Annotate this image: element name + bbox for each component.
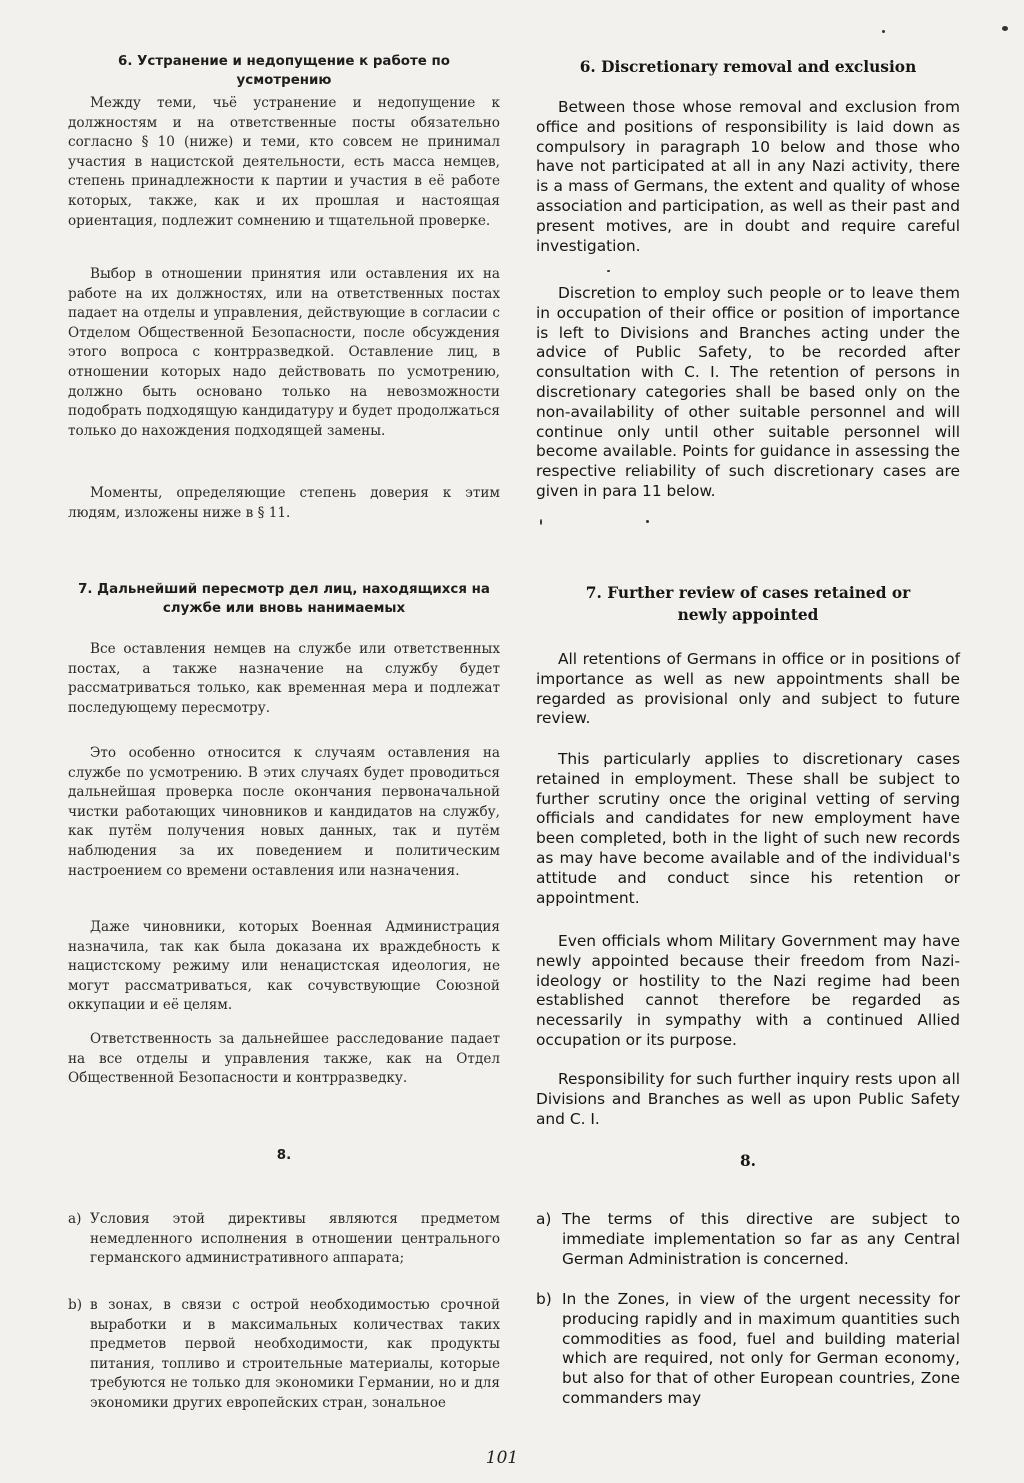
en-sec6-paragraph-1: Between those whose removal and exclusion from office and positions of responsibility is laid down as compulsory in paragraph 10 below and those who have not participated at all in any Nazi activity, there is a mass of Germans, the extent and quality of whose association and participation, as well as their past and present motives, are in doubt and require careful investigation.: [536, 98, 960, 255]
ru-sec7-paragraph-4: Ответственность за дальнейшее расследование падает на все отделы и управления также, как на Отдел Общественной Безопасности и контрразведку.: [68, 1031, 500, 1087]
ru-sec7-paragraph-2: Это особенно относится к случаям оставления на службе по усмотрению. В этих случаях будет проводиться дальнейшая проверка после окончания первоначальной чистки работающих чиновников и кандидатов на службу, как путём получения новых данных, так и путём наблюдения за их поведением и политическим настроением со времени оставления или назначения.: [68, 745, 500, 879]
ru-sec8-item-b: [68, 1296, 500, 1414]
ru-sec8-item-a: [68, 1210, 500, 1269]
ru-item-a-marker: a): [68, 1211, 82, 1227]
en-item-a-text: The terms of this directive are subject to immediate implementation so far as any Central German Administration is concerned.: [562, 1210, 960, 1268]
en-sec6-block-2: [536, 284, 960, 502]
en-sec7-block-1: [536, 650, 960, 729]
ru-section-7-heading: 7. Дальнейший пересмотр дел лиц, находящихся на службе или вновь нанимаемых: [78, 582, 490, 616]
ru-section-6-heading: 6. Устранение и недопущение к работе по усмотрению: [118, 54, 450, 88]
en-sec6-block-1: [536, 98, 960, 256]
en-sec7-block-2: [536, 750, 960, 908]
ru-sec7-paragraph-1: Все оставления немцев на службе или ответственных постах, а также назначение на службу будет рассматриваться только, как временная мера и подлежат последующему пересмотру.: [68, 641, 500, 716]
ink-speck: [607, 270, 610, 272]
en-item-b-marker: b): [536, 1290, 552, 1308]
ru-sec6-paragraph-3: Моменты, определяющие степень доверия к этим людям, изложены ниже в § 11.: [68, 485, 500, 521]
ru-item-b-marker: b): [68, 1297, 83, 1313]
ru-sec6-block-3: [68, 484, 500, 523]
en-section-6-heading: 6. Discretionary removal and exclusion: [579, 58, 917, 76]
ru-sec7-block-2: [68, 744, 500, 881]
ink-speck: [646, 520, 649, 523]
ru-item-b-text: в зонах, в связи с острой необходимостью срочной выработки и в максимальных количествах таких предметов первой необходимости, как продукты питания, топливо и строительные материалы, которые требуются не только для экономики Германии, но и для экономики других европейских стран, зональное: [90, 1297, 500, 1411]
ru-sec6-block-2: [68, 265, 500, 441]
ru-section-8-heading: 8.: [276, 1148, 292, 1163]
page-number: 101: [485, 1448, 519, 1468]
ru-sec6-paragraph-2: Выбор в отношении принятия или оставления их на работе на их должностях, или на ответственных постах падает на отделы и управления, действующие в согласии с Отделом Общественной Безопасности, после обсуждения этого вопроса с контрразведкой. Оставление лиц, в отношении которых надо действовать по усмотрению, должно быть основано только на невозможности подобрать подходящую кандидатуру и будет продолжаться только до нахождения подходящей замены.: [68, 266, 500, 439]
en-item-a-marker: a): [536, 1210, 552, 1228]
en-sec7-paragraph-2: This particularly applies to discretionary cases retained in employment. These shall be subject to further scrutiny once the original vetting of serving officials and candidates for new employment have been completed, both in the light of such new records as may have become available and of the individual's attitude and conduct since his retention or appointment.: [536, 750, 960, 907]
ru-item-a-text: Условия этой директивы являются предметом немедленного исполнения в отношении центрального германского административного аппарата;: [90, 1211, 500, 1267]
ink-speck: [1002, 26, 1008, 31]
ru-sec7-block-3: [68, 918, 500, 1016]
ru-sec7-block-1: [68, 640, 500, 718]
en-sec7-block-4: [536, 1070, 960, 1129]
en-section-7-heading: 7. Further review of cases retained or newly appointed: [585, 584, 911, 624]
ink-speck: [540, 519, 542, 525]
en-sec8-item-b: [536, 1290, 960, 1409]
en-section-8-heading: 8.: [739, 1152, 757, 1170]
ru-section-6-body: [68, 94, 500, 231]
ru-sec7-block-4: [68, 1030, 500, 1089]
en-sec6-paragraph-2: Discretion to employ such people or to leave them in occupation of their office or position of importance is left to Divisions and Branches acting under the advice of Public Safety, to be recorded after consultation with C. I. The retention of persons in discretionary categories shall be based only on the non-availability of other suitable personnel and will continue only until other suitable personnel will become available. Points for guidance in assessing the respective reliability of such discretionary cases are given in para 11 below.: [536, 284, 960, 500]
ink-speck: [882, 30, 885, 33]
en-item-b-text: In the Zones, in view of the urgent necessity for producing rapidly and in maximum quantities such commodities as food, fuel and building material which are required, not only for German economy, but also for that of other European countries, Zone commanders may: [562, 1290, 960, 1407]
ru-sec7-paragraph-3: Даже чиновники, которых Военная Администрация назначила, так как была доказана их враждебность к нацистскому режиму или ненацистская идеология, не могут рассматриваться, как сочувствующие Союзной оккупации и её целям.: [68, 919, 500, 1014]
en-sec8-item-a: [536, 1210, 960, 1269]
en-sec7-block-3: [536, 932, 960, 1051]
ru-sec6-paragraph-1: Между теми, чьё устранение и недопущение к должностям и на ответственные посты обязательно согласно § 10 (ниже) и теми, кто совсем не принимал участия в нацистской деятельности, есть масса немцев, степень принадлежности к партии и участия в её работе которых, также, как и их прошлая и настоящая ориентация, подлежит сомнению и тщательной проверке.: [68, 95, 500, 229]
en-sec7-paragraph-1: All retentions of Germans in office or in positions of importance as well as new appointments shall be regarded as provisional only and subject to future review.: [536, 650, 960, 728]
en-sec7-paragraph-3: Even officials whom Military Government may have newly appointed because their freedom from Nazi-ideology or hostility to the Nazi regime had been established cannot therefore be regarded as necessarily in sympathy with a continued Allied occupation or its purpose.: [536, 932, 960, 1049]
en-sec7-paragraph-4: Responsibility for such further inquiry rests upon all Divisions and Branches as well as upon Public Safety and C. I.: [536, 1070, 960, 1128]
